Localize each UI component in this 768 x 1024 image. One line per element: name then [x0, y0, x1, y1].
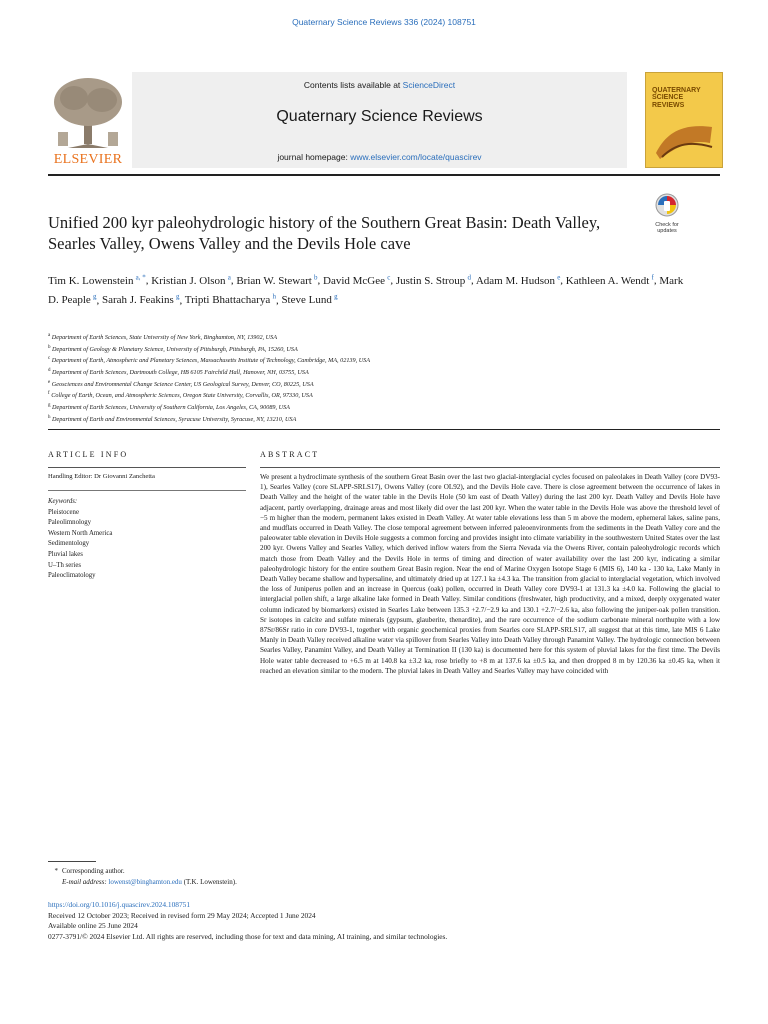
author-name: Kristian J. Olson — [151, 274, 226, 287]
affiliation-text: Geosciences and Environmental Change Science Center, US Geological Survey, Denver, CO, 80225, USA — [50, 380, 314, 388]
author[interactable] — [236, 275, 317, 287]
affiliation — [48, 389, 688, 401]
affiliation — [48, 366, 688, 378]
homepage-prefix: journal homepage: — [277, 152, 351, 162]
author-name: Tim K. Lowenstein — [48, 274, 134, 287]
handling-editor: Handling Editor: Dr Giovanni Zanchetta — [48, 473, 155, 480]
author-name: Mark D. Peaple — [48, 274, 684, 307]
header-rule — [48, 174, 720, 176]
author-affiliation-mark[interactable]: g — [175, 292, 180, 301]
contents-prefix: Contents lists available at — [303, 80, 403, 90]
corresponding-label: Corresponding author. — [62, 867, 125, 875]
affiliation — [48, 354, 688, 366]
journal-reference[interactable]: Quaternary Science Reviews 336 (2024) 108751 — [292, 17, 476, 27]
article-history: Received 12 October 2023; Received in revised form 29 May 2024; Accepted 1 June 2024 — [48, 910, 316, 920]
author-name: Kathleen A. Wendt — [565, 274, 650, 287]
affiliation-key: d — [48, 367, 51, 373]
affiliation-list — [48, 331, 688, 424]
doi-link[interactable]: https://doi.org/10.1016/j.quascirev.2024.108751 — [48, 900, 191, 909]
affiliation-text: College of Earth, Ocean, and Atmospheric Sciences, Oregon State University, Corvallis, OR, 97330, USA — [49, 392, 313, 400]
sciencedirect-link[interactable]: ScienceDirect — [402, 80, 456, 90]
author[interactable] — [566, 275, 654, 287]
article-info-heading: ARTICLE INFO — [48, 450, 129, 459]
affiliation-text: Department of Earth Sciences, University of Southern California, Los Angeles, CA, 90089, USA — [50, 404, 290, 411]
available-online: Available online 25 June 2024 — [48, 921, 138, 930]
author-affiliation-mark[interactable]: g — [334, 292, 338, 301]
keyword: Pluvial lakes — [48, 550, 83, 558]
author-affiliation-mark[interactable]: h — [272, 292, 276, 301]
publisher-name: ELSEVIER — [53, 152, 123, 167]
affiliation-key: g — [48, 402, 51, 408]
keywords-heading: Keywords: — [48, 498, 78, 505]
email-link[interactable]: lowenst@binghamton.edu — [108, 878, 182, 886]
affiliation-text: Department of Earth Sciences, State University of New York, Binghamton, NY, 13902, USA — [50, 334, 277, 342]
affiliation — [48, 378, 688, 390]
journal-title: Quaternary Science Reviews — [276, 108, 483, 125]
abstract-heading: ABSTRACT — [260, 450, 320, 459]
journal-masthead — [48, 72, 723, 170]
author-list: Tim K. Lowenstein $^{a, *}$, Kristian J. Olson $^a$, Brian W. Stewart $^b$, David McGee $^c$, Justin S. Stroup $^d$, Adam M. Hudson $^e$, Kathleen A. Wendt $^f$, Mark D. Peaple $^g$, Sarah J. Feakins $^g$, Tripti Bhattacharya $^h$, Steve Lund $^g$ — [48, 273, 684, 307]
affiliation-text: Department of Earth, Atmospheric and Planetary Sciences, Massachusetts Institute of Technology, Cambridge, MA, 02139, USA — [50, 357, 371, 365]
author[interactable] — [323, 275, 390, 287]
author[interactable] — [281, 294, 337, 306]
author-name: Adam M. Hudson — [475, 274, 555, 287]
affiliation — [48, 331, 688, 343]
crossmark-icon — [648, 193, 686, 217]
author-name: Tripti Bhattacharya — [184, 294, 271, 307]
author[interactable] — [151, 275, 231, 287]
affiliation-key: e — [48, 379, 51, 385]
author[interactable] — [185, 294, 276, 306]
crossmark-label: Check for updates — [655, 222, 679, 234]
footnote-star: * — [54, 867, 58, 875]
affiliation — [48, 343, 688, 355]
cover-title: QUATERNARY SCIENCE REVIEWS — [652, 87, 701, 109]
author-name: David McGee — [323, 274, 386, 287]
affiliation-text: Department of Earth Sciences, Dartmouth College, HB 6105 Fairchild Hall, Hanover, NH, 03755, USA — [50, 369, 309, 377]
masthead-center — [132, 72, 627, 168]
keyword: Pleistocene — [48, 508, 79, 516]
keyword-list — [48, 497, 112, 582]
author-name: Steve Lund — [281, 294, 332, 307]
author[interactable] — [396, 275, 471, 287]
keyword: Paleoclimatology — [48, 572, 96, 580]
author-affiliation-mark[interactable]: g — [92, 292, 97, 301]
author-affiliation-mark[interactable]: f — [651, 273, 654, 281]
author-name: Brian W. Stewart — [236, 274, 312, 287]
article-title: Unified 200 kyr paleohydrologic history of the Southern Great Basin: Death Valley, Searles Valley, Owens Valley and the Devils Hole cave — [48, 213, 601, 253]
affiliation — [48, 401, 688, 413]
author-affiliation-mark[interactable]: b — [314, 273, 318, 281]
journal-cover-image[interactable] — [645, 72, 723, 168]
affiliation-key: f — [48, 391, 50, 397]
author[interactable] — [102, 294, 180, 306]
affiliation-key: b — [48, 344, 51, 350]
contents-line — [132, 80, 627, 90]
keyword: Western North America — [48, 529, 113, 537]
email-label: E-mail address: — [62, 878, 109, 886]
author-affiliation-mark[interactable]: e — [557, 273, 561, 281]
keyword: U–Th series — [48, 561, 82, 569]
article-info-rule — [48, 467, 246, 468]
corresponding-footnote — [48, 866, 648, 888]
author-affiliation-mark[interactable]: a, * — [135, 273, 146, 281]
abstract-text: We present a hydroclimate synthesis of the southern Great Basin over the last two glacial-interglacial cycles focused on paleolakes in Death Valley (core DV93-1), Searles Valley (core SLAPP-SRLS17), Owens Valley (core OL92), and the Devils Hole cave. There is close agreement between the occurrence of lakes in Death Valley and the height of the water table in the Devils Hole (50 km east of Death Valley) during the last 200 kyr. Death Valley and Devils Hole have adjacent, partly overlapping, drainage areas and most likely did over the last 200 kyr. When the water table in the Devils Hole was above the threshold level of −5 m higher than the modern, permanent lakes existed in Death Valley. At water table elevations less than 5 m above the modern, ephemeral lakes, saline pans, and mudflats occurred in Death Valley. The close temporal agreement between inferred paleoenvironments from the sediments in the Death Valley core and the paleowater table elevation in Devils Hole suggests a common forcing and provides insight into climate variability in the southwestern United States over the last 200 kyr. Owens Valley and Searles Valley, which derived inflow waters from the Sierra Nevada via the Owens River, contain paleohydrologic records which match those from Death Valley and the Devils Hole in terms of timing and direction of water availability over the last 200 kyr, indicating a similar paleohydrologic history for the entire southern Great Basin region. Near the end of Marine Oxygen Isotope Stage 6 (MIS 6), 140 ka - 130 ka, Lake Manly in Death Valley became shallow and hypersaline, and ultimately dried up at 127.1 ka ±4.3 ka. The transition from glacial to interglacial vegetation, which involved the loss of Juniperus pollen and an increase in Quercus (oak) pollen, occurred in Death Valley core DV93-1 at 131.3 ka ±4.0 ka. Following the glacial to interglacial pollen shift, a large alkaline lake formed in Death Valley. Similar conditions (freshwater, high productivity, and a mixed, deeply oxygenated water column indicated by biomarkers) existed in Searles Lake between 135.3 +2.7/−2.9 ka and 130.1 +2.7/−2.6 ka, also following the juniper-oak pollen transition. Sr isotopes in calcite and sulfate minerals (gypsum, glauberite, thenardite), and the rare occurrence of the sodium carbonate mineral northupite with a low 87Sr/86Sr ratio in core DV93-1, together with organic geochemical proxies from Searles core SLAPP-SRLS17, all suggest that at this time, late MIS 6 Lake Manly in Death Valley received alkaline water via spillover from Searles Valley into Death Valley through Panamint Valley. The hydrologic connection between Searles Valley, Panamint Valley, and Death Valley at Termination II (130 ka) is documented here for this system of pluvial lakes for the first time. The Devils Hole water table decreased to +6.5 m at 140.8 ka ±3.2 ka, rose briefly to +8 m at 137.6 ka ±0.5 ka, and then dropped 8 m by 120.36 ka ±0.45 ka, when it reached an elevation similar to the modern. The pluvial lakes in Death Valley and Searles Valley may have coincided with — [260, 473, 720, 675]
author-affiliation-mark[interactable]: a — [227, 273, 231, 281]
homepage-line — [132, 152, 627, 162]
affiliation — [48, 413, 688, 425]
journal-homepage-link[interactable]: www.elsevier.com/locate/quascirev — [350, 152, 482, 162]
author[interactable] — [48, 275, 146, 287]
author[interactable] — [476, 275, 560, 287]
affiliation-key: a — [48, 333, 51, 338]
email-suffix: (T.K. Lowenstein). — [181, 878, 237, 886]
crossmark-button[interactable] — [648, 193, 686, 233]
author-name: Sarah J. Feakins — [101, 294, 174, 307]
affiliation-key: h — [48, 414, 51, 420]
author-name: Justin S. Stroup — [395, 274, 466, 287]
author-affiliation-mark[interactable]: c — [387, 273, 391, 281]
abstract-rule — [260, 467, 720, 468]
author-affiliation-mark[interactable]: d — [467, 273, 471, 281]
keyword: Sedimentology — [48, 540, 90, 548]
footnote-rule — [48, 861, 96, 862]
affiliation-key: c — [48, 356, 51, 362]
copyright-line: 0277-3791/© 2024 Elsevier Ltd. All rights are reserved, including those for text and data mining, AI training, and similar technologies. — [48, 931, 448, 941]
affiliation-text: Department of Earth and Environmental Sciences, Syracuse University, Syracuse, NY, 13210, USA — [50, 415, 297, 423]
keyword: Paleolimnology — [48, 519, 92, 527]
affiliation-text: Department of Geology & Planetary Science, University of Pittsburgh, Pittsburgh, PA, 15260, USA — [50, 345, 298, 353]
article-metadata — [48, 900, 728, 942]
article-info-rule-2 — [48, 490, 246, 491]
section-rule — [48, 429, 720, 430]
